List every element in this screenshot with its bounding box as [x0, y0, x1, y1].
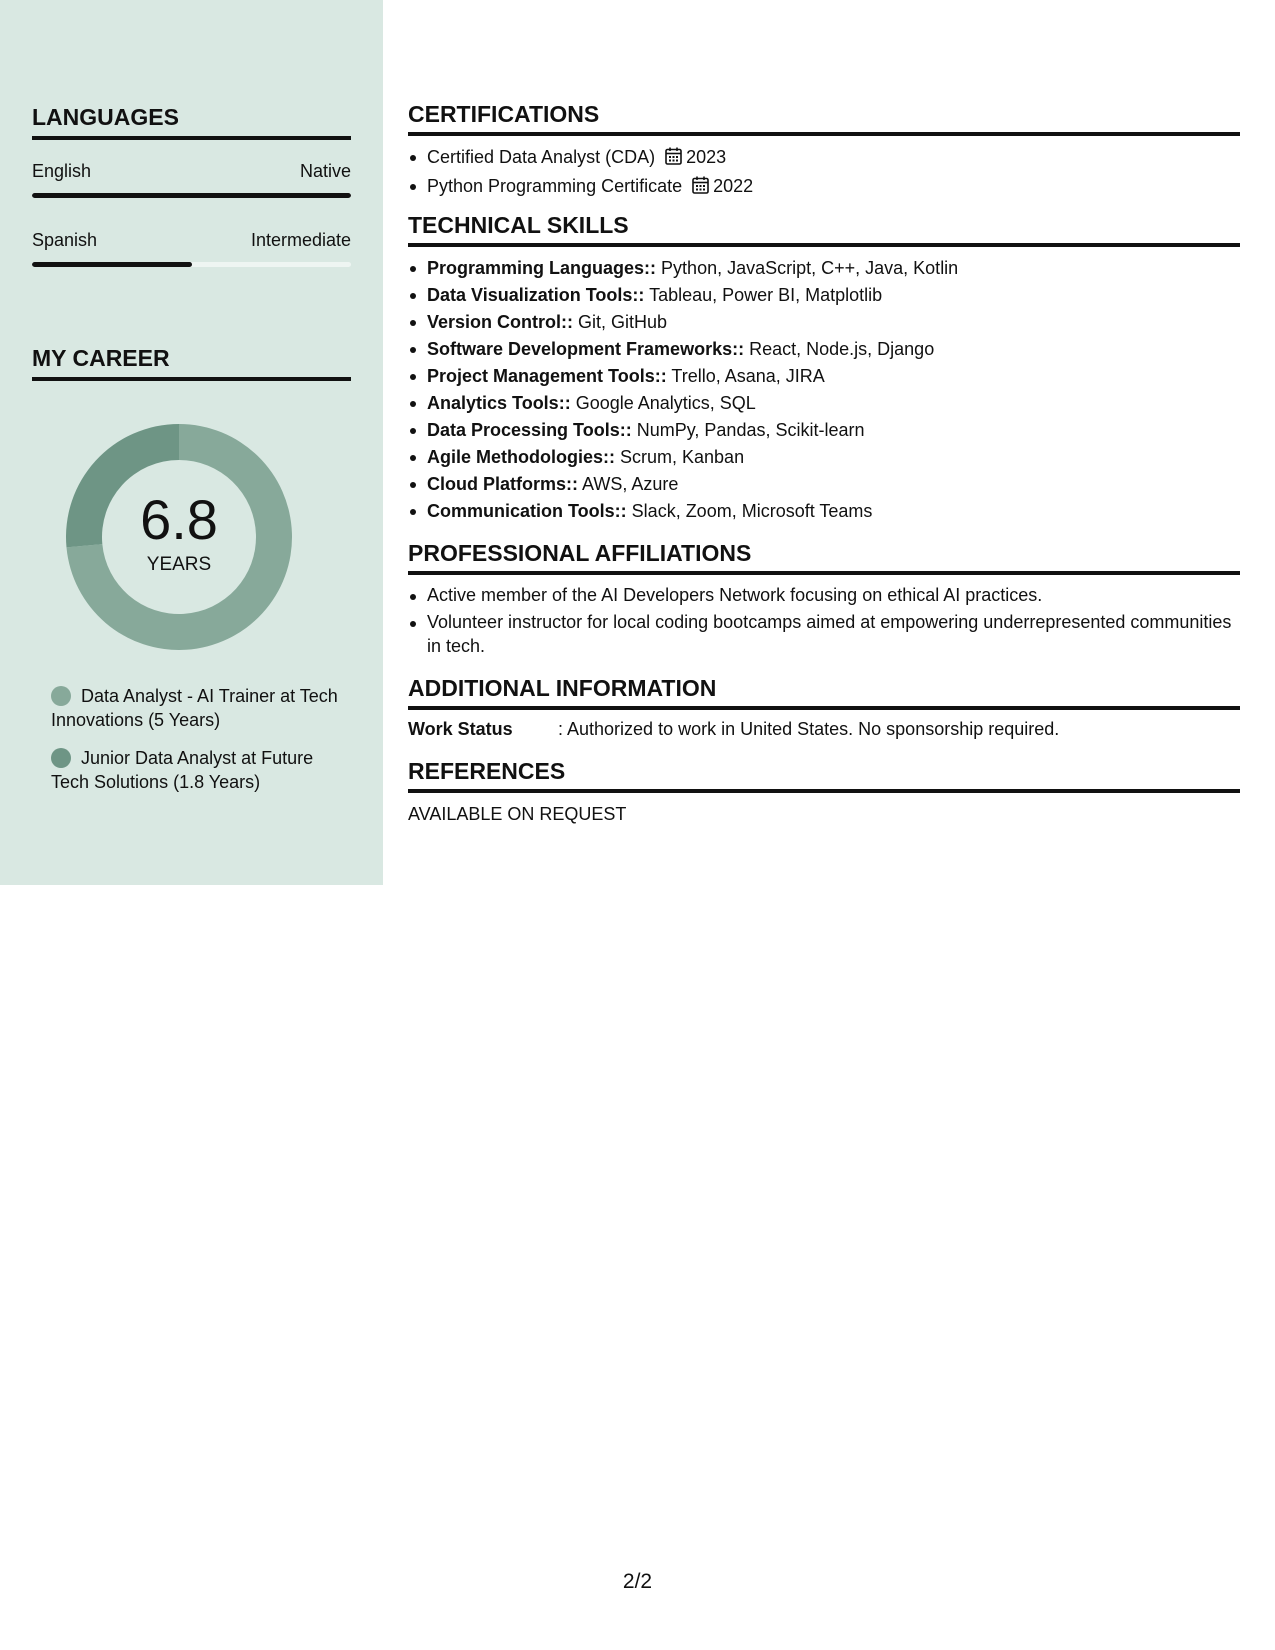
additional-info-title: ADDITIONAL INFORMATION [408, 675, 1240, 710]
language-row-spanish [32, 230, 351, 251]
career-item [51, 684, 351, 732]
certification-year: 2023 [686, 147, 727, 167]
career-item-label: Junior Data Analyst at Future Tech Solutions (1.8 Years) [51, 748, 314, 792]
references-title: REFERENCES [408, 758, 1240, 793]
skill-label: Communication Tools:: [427, 501, 627, 521]
technical-skills-list [408, 255, 1240, 525]
language-level: Native [299, 161, 351, 181]
skill-value: AWS, Azure [582, 474, 679, 494]
skill-value: Trello, Asana, JIRA [671, 366, 825, 386]
skill-value: React, Node.js, Django [749, 339, 935, 359]
legend-dot-icon [51, 748, 71, 768]
skill-value: Scrum, Kanban [620, 447, 745, 467]
affiliations-section [408, 540, 1240, 661]
skill-label: Data Processing Tools:: [427, 420, 632, 440]
skill-label: Version Control:: [427, 312, 574, 332]
languages-title: LANGUAGES [32, 104, 351, 140]
additional-info-section [408, 675, 1240, 740]
language-bar-fill [32, 262, 192, 267]
skill-value: Google Analytics, SQL [575, 393, 756, 413]
career-total-unit: YEARS [146, 554, 212, 575]
certifications-section [408, 101, 1240, 202]
skill-value: Slack, Zoom, Microsoft Teams [631, 501, 873, 521]
skill-value: Tableau, Power BI, Matplotlib [649, 285, 883, 305]
list-item [408, 144, 1240, 173]
language-bar-spanish [32, 262, 351, 267]
technical-skills-title: TECHNICAL SKILLS [408, 212, 1240, 247]
donut-center [66, 424, 292, 650]
language-level: Intermediate [250, 230, 351, 250]
language-bar-english [32, 193, 351, 198]
skill-item [408, 336, 1240, 363]
skill-label: Analytics Tools:: [427, 393, 571, 413]
skill-label: Project Management Tools:: [427, 366, 667, 386]
calendar-icon [692, 175, 709, 202]
page-number: 2/2 [622, 1570, 653, 1593]
skill-item [408, 471, 1240, 498]
skill-label: Software Development Frameworks:: [427, 339, 745, 359]
sidebar [0, 0, 383, 885]
skill-label: Cloud Platforms:: [427, 474, 578, 494]
skill-value: Git, GitHub [578, 312, 668, 332]
skill-item [408, 282, 1240, 309]
skill-label: Programming Languages:: [427, 258, 657, 278]
list-item [408, 173, 1240, 202]
career-item [51, 746, 351, 794]
calendar-icon [665, 146, 682, 173]
career-total-value: 6.8 [140, 488, 218, 551]
career-donut-chart [66, 424, 292, 650]
skill-item [408, 255, 1240, 282]
list-item: Volunteer instructor for local coding bootcamps aimed at empowering underrepresented communities in tech. [408, 610, 1240, 658]
skill-label: Data Visualization Tools:: [427, 285, 645, 305]
skill-label: Agile Methodologies:: [427, 447, 615, 467]
language-bar-fill [32, 193, 351, 198]
skill-item [408, 417, 1240, 444]
skill-value: Python, JavaScript, C++, Java, Kotlin [661, 258, 959, 278]
skill-value: NumPy, Pandas, Scikit-learn [636, 420, 865, 440]
language-row-english [32, 161, 351, 182]
certification-name: Python Programming Certificate [427, 176, 683, 196]
career-title: MY CAREER [32, 345, 351, 381]
references-text: AVAILABLE ON REQUEST [408, 804, 627, 824]
affiliations-title: PROFESSIONAL AFFILIATIONS [408, 540, 1240, 575]
certification-name: Certified Data Analyst (CDA) [427, 147, 656, 167]
skill-item [408, 498, 1240, 525]
references-section [408, 758, 1240, 825]
work-status-label: Work Status [408, 719, 513, 739]
work-status-value: : Authorized to work in United States. No sponsorship required. [558, 719, 1060, 739]
language-name: English [32, 161, 92, 181]
career-item-label: Data Analyst - AI Trainer at Tech Innovations (5 Years) [51, 686, 338, 730]
certifications-list [408, 144, 1240, 202]
certification-year: 2022 [713, 176, 754, 196]
affiliations-list [408, 583, 1240, 658]
skill-item [408, 390, 1240, 417]
skill-item [408, 444, 1240, 471]
certifications-title: CERTIFICATIONS [408, 101, 1240, 136]
work-status-row [408, 719, 1240, 740]
technical-skills-section [408, 212, 1240, 525]
skill-item [408, 363, 1240, 390]
list-item: Active member of the AI Developers Network focusing on ethical AI practices. [408, 583, 1240, 607]
language-name: Spanish [32, 230, 98, 250]
skill-item [408, 309, 1240, 336]
legend-dot-icon [51, 686, 71, 706]
